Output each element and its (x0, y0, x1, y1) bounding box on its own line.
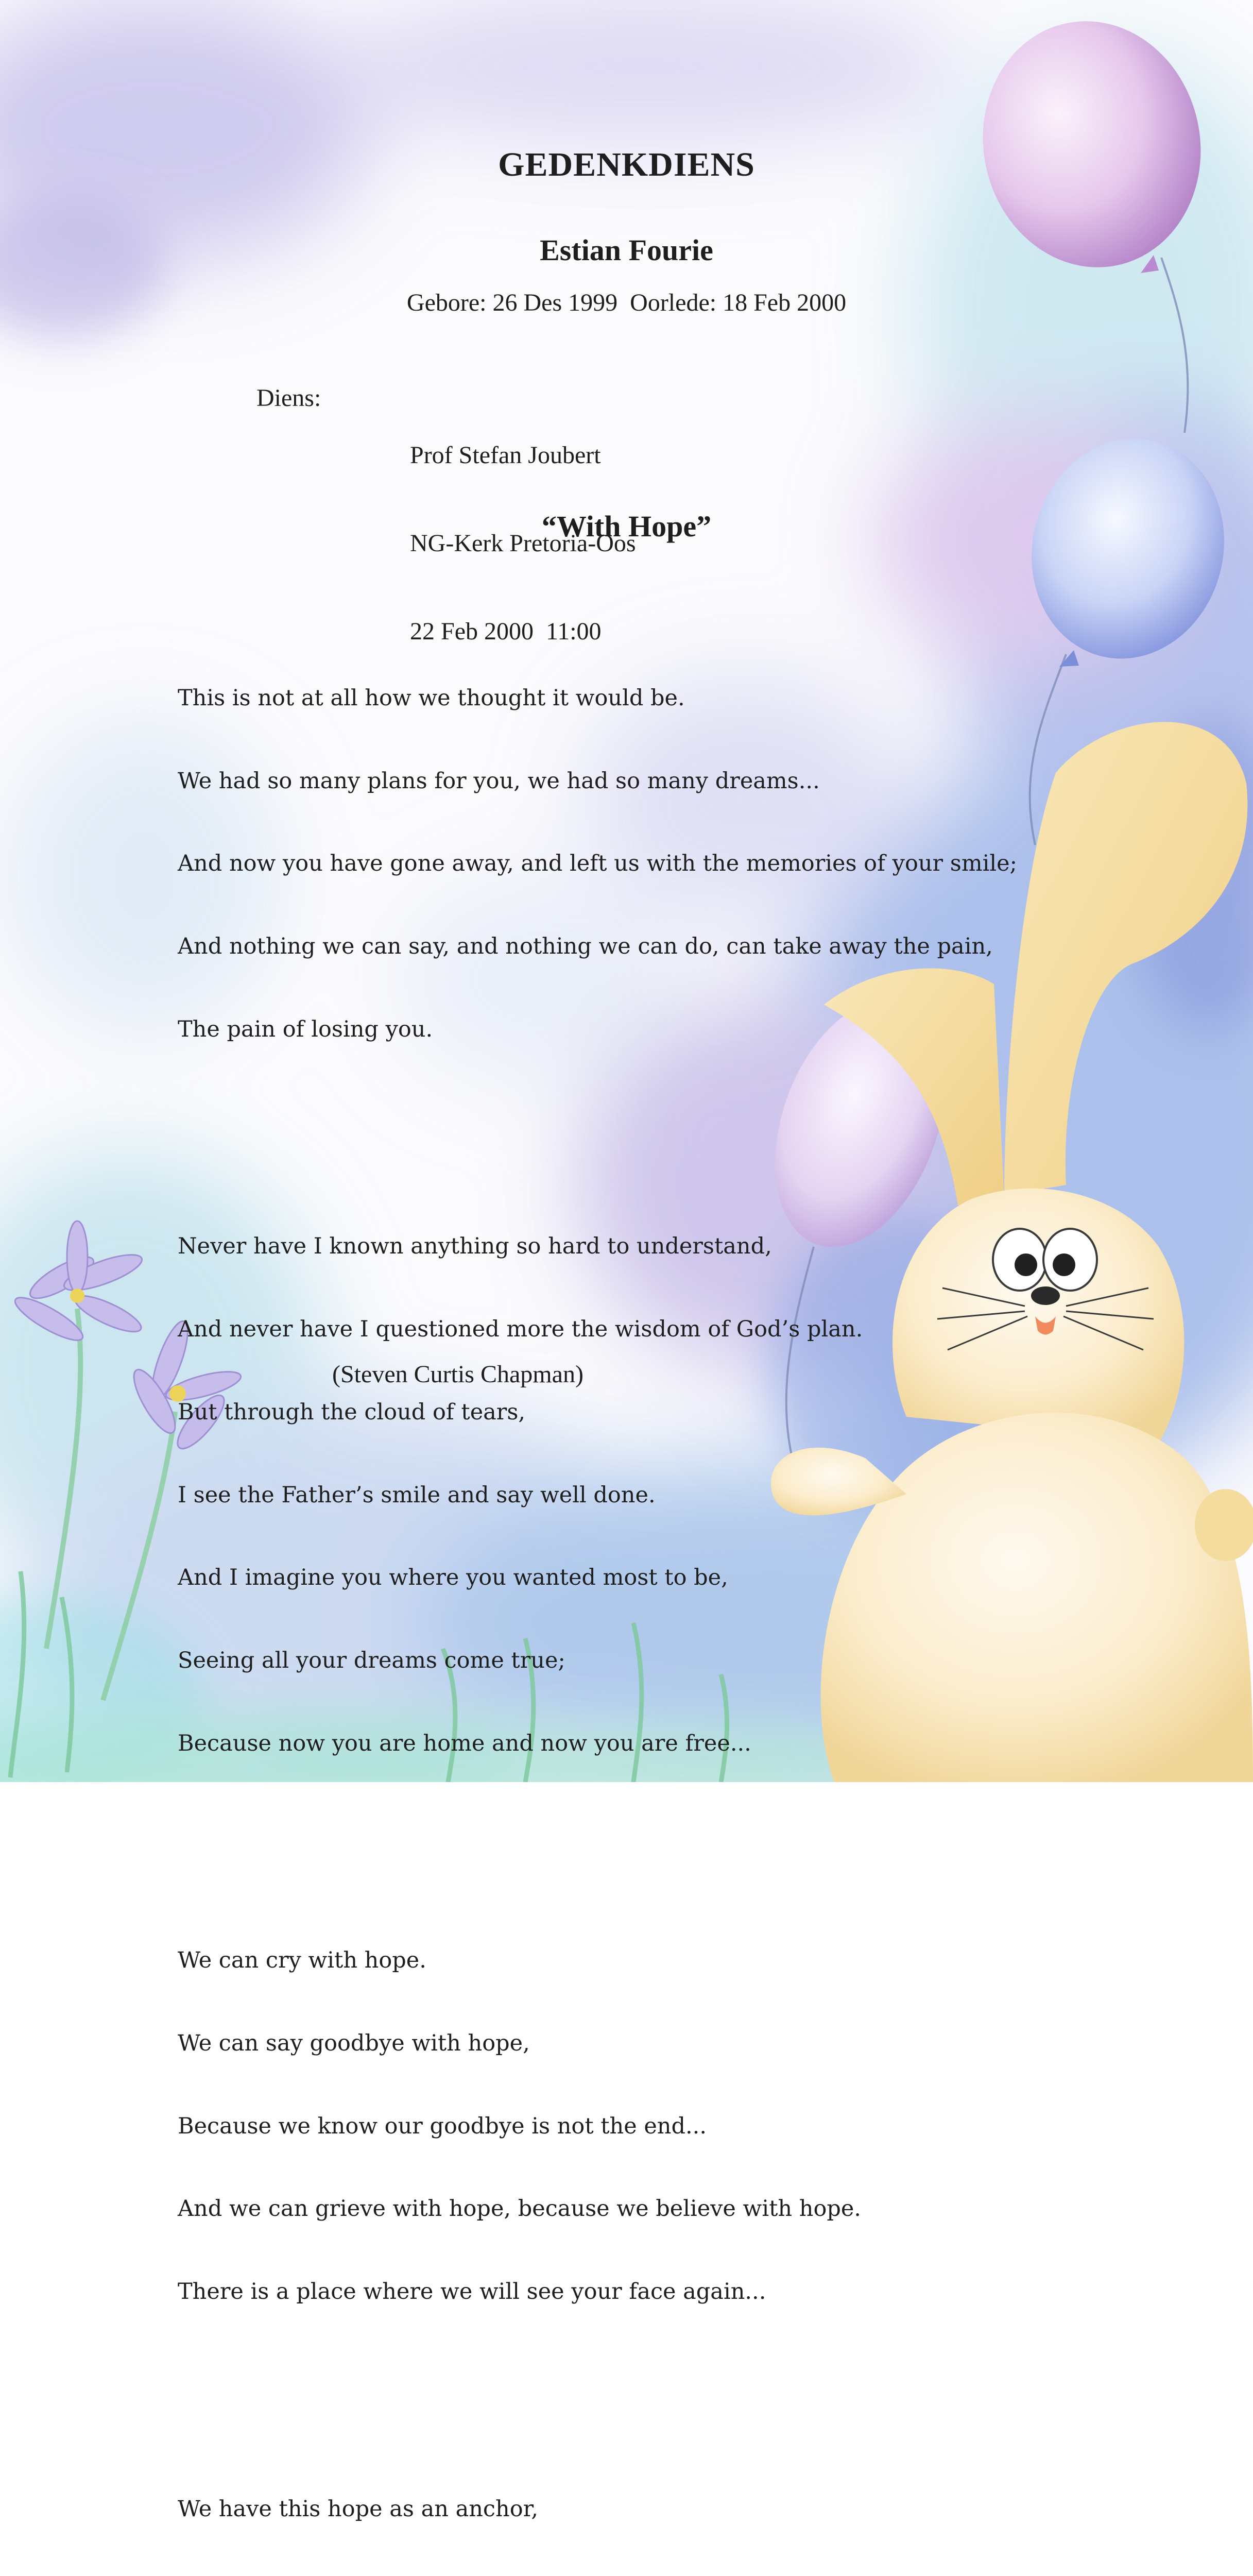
deceased-name: Estian Fourie (540, 233, 713, 267)
service-minister: Prof Stefan Joubert (410, 442, 601, 469)
poem-line: Because now you are home and now you are free... (178, 1730, 751, 1756)
poem-line: And I imagine you where you wanted most to be, (178, 1565, 728, 1591)
poem-title: “With Hope” (541, 510, 712, 543)
service-datetime: 22 Feb 2000 11:00 (410, 618, 602, 645)
birth-death-dates: Gebore: 26 Des 1999 Oorlede: 18 Feb 2000 (406, 289, 847, 316)
service-label: Diens: (256, 384, 321, 412)
poem-stanza (178, 1893, 1017, 2359)
poem-line: We can say goodbye with hope, (178, 2030, 530, 2056)
poem-line: But through the cloud of tears, (178, 1399, 526, 1425)
poem-line: This is not at all how we thought it would be. (178, 685, 685, 711)
poem-line: Never have I known anything so hard to understand, (178, 1233, 772, 1260)
poem-author: (Steven Curtis Chapman) (332, 1361, 583, 1388)
poem-stanza (178, 2442, 1017, 2576)
poem-line: We have this hope as an anchor, (178, 2496, 539, 2522)
poem-line: And we can grieve with hope, because we believe with hope. (178, 2196, 861, 2222)
service-church: NG-Kerk Pretoria-Oos (410, 530, 636, 557)
poem-line: We can cry with hope. (178, 1947, 426, 1974)
poem-line: And now you have gone away, and left us with the memories of your smile; (178, 851, 1018, 877)
poem-line: I see the Father’s smile and say well done. (178, 1482, 656, 1508)
poem-line: And nothing we can say, and nothing we can do, can take away the pain, (178, 934, 993, 960)
poem-line: And never have I questioned more the wisdom of God’s plan. (178, 1316, 863, 1343)
poem-line: Because we know our goodbye is not the end... (178, 2113, 707, 2139)
poem-line: The pain of losing you. (178, 1016, 433, 1042)
poem-line: There is a place where we will see your face again... (178, 2279, 766, 2304)
poem-stanza (178, 1179, 1017, 1810)
poem-stanza (178, 631, 1017, 1096)
poem-body (178, 580, 1017, 2576)
page-title: GEDENKDIENS (498, 146, 755, 183)
poem-line: We had so many plans for you, we had so many dreams... (178, 768, 820, 794)
poem-line: Seeing all your dreams come true; (178, 1647, 565, 1673)
